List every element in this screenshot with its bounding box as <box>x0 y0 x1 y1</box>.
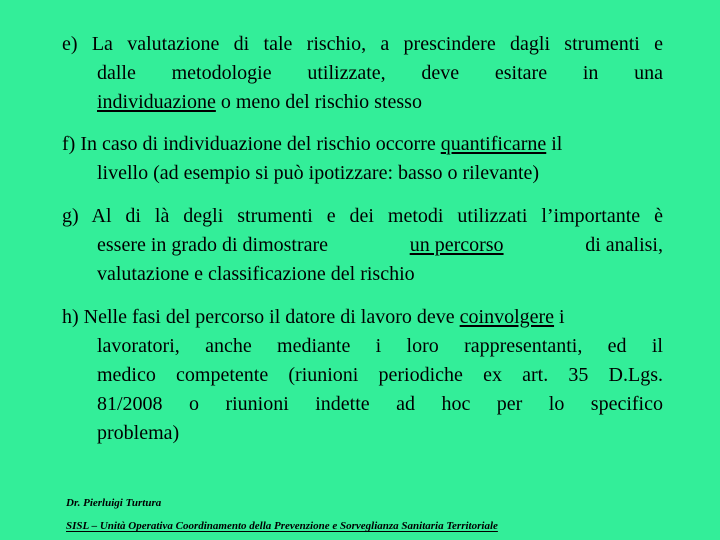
paragraph-g <box>62 202 663 289</box>
paragraph-h-line-1-start: h) Nelle fasi del percorso il datore di lavoro deve <box>62 306 460 328</box>
paragraph-h <box>62 303 663 448</box>
paragraph-h-line-3: medico competente (riunioni periodiche ex art. 35 D.Lgs. <box>97 364 663 386</box>
paragraph-h-line-1-end: i <box>554 306 565 328</box>
paragraph-h-line-4: 81/2008 o riunioni indette ad hoc per lo specifico <box>97 393 663 415</box>
paragraph-e-line-3 <box>62 88 663 117</box>
paragraph-g-line-2 <box>62 231 663 260</box>
paragraph-h-line-2: lavoratori, anche mediante i loro rappresentanti, ed il <box>97 335 663 357</box>
paragraph-f-line-1-end: il <box>546 133 563 155</box>
underlined-term-coinvolgere: coinvolgere <box>459 306 555 328</box>
footer-unit: SISL – Unità Operativa Coordinamento della Prevenzione e Sorveglianza Sanitaria Territoriale <box>66 520 498 532</box>
paragraph-f-line-1-start: f) In caso di individuazione del rischio occorre <box>62 133 441 155</box>
paragraph-f-line-1 <box>62 130 663 159</box>
underlined-term-quantificarne: quantificarne <box>440 133 547 155</box>
paragraph-e <box>62 30 663 117</box>
paragraph-g-line-2-end: di analisi, <box>580 234 663 256</box>
paragraph-e-line-1: e) La valutazione di tale rischio, a prescindere dagli strumenti e <box>62 33 663 55</box>
paragraph-e-line-3-rest: o meno del rischio stesso <box>215 91 422 113</box>
paragraph-h-line-5: problema) <box>97 422 180 444</box>
paragraph-g-line-2-start: essere in grado di dimostrare <box>97 234 334 256</box>
footer-author: Dr. Pierluigi Turtura <box>66 497 162 509</box>
paragraph-f-line-2: livello (ad esempio si può ipotizzare: basso o rilevante) <box>97 162 540 184</box>
paragraph-f <box>62 130 663 188</box>
paragraph-g-line-1: g) Al di là degli strumenti e dei metodi utilizzati l’importante è <box>62 205 663 227</box>
underlined-term-un-percorso: un percorso <box>409 234 504 256</box>
paragraph-h-line-1 <box>62 303 663 332</box>
underlined-term-individuazione: individuazione <box>97 91 216 113</box>
paragraph-g-line-3: valutazione e classificazione del rischio <box>97 263 415 285</box>
paragraph-e-line-2: dalle metodologie utilizzate, deve esitare in una <box>97 62 663 84</box>
